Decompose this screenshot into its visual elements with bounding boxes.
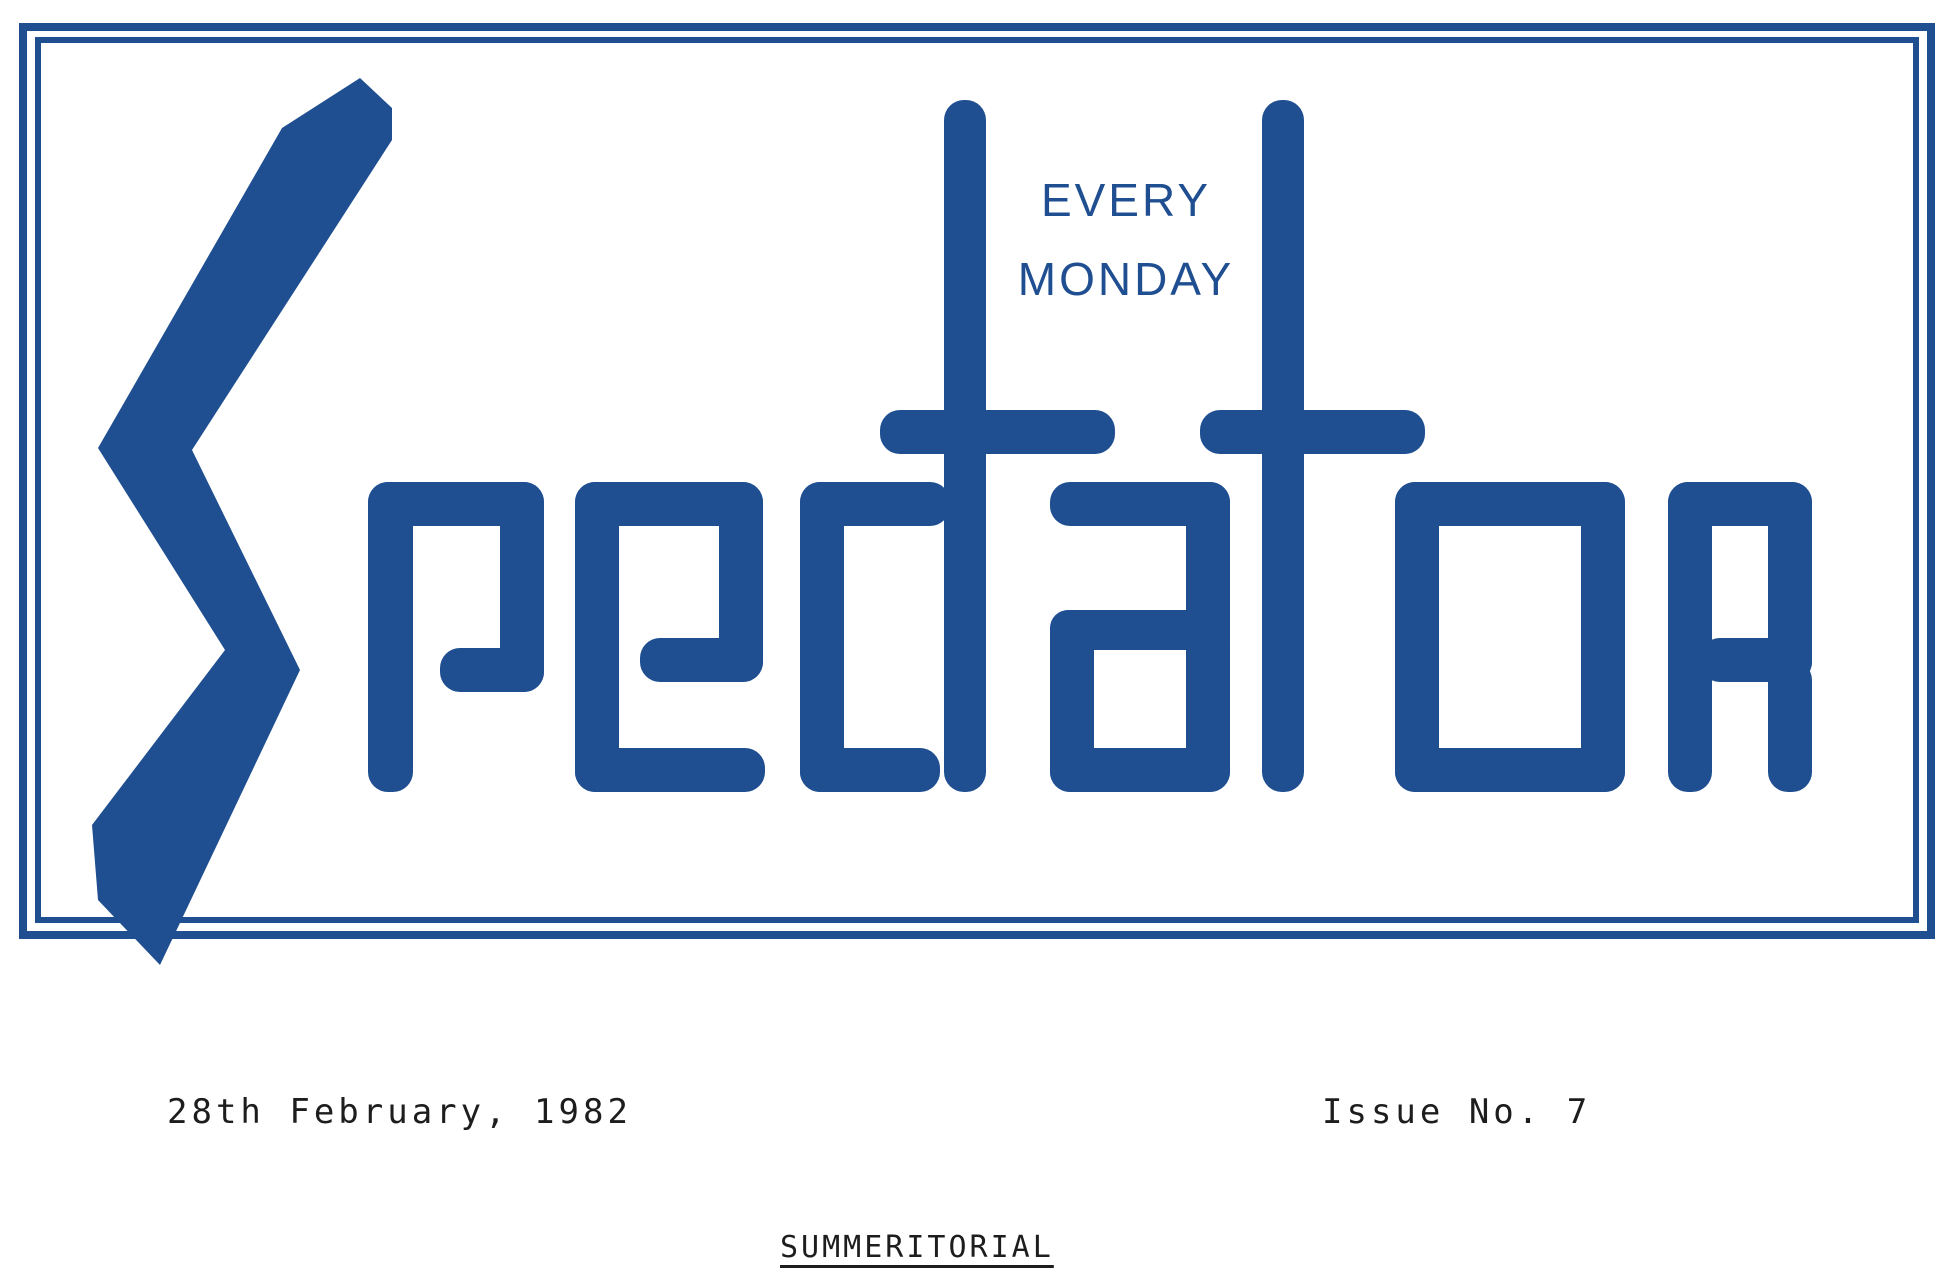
logo-letter-a <box>1050 482 1230 792</box>
issue-date: 28th February, 1982 <box>167 1092 632 1132</box>
tagline-monday: MONDAY <box>1017 253 1235 305</box>
section-heading: SUMMERITORIAL <box>780 1230 1054 1265</box>
logo-letter-p <box>368 482 544 792</box>
logo-letter-c <box>800 482 950 792</box>
logo-letter-t-second <box>1200 100 1425 792</box>
issue-number: Issue No. 7 <box>1322 1092 1592 1132</box>
logo-letter-e <box>575 482 765 792</box>
logo-letter-o <box>1395 482 1625 792</box>
logo-letter-s <box>92 78 392 965</box>
logo-letter-r <box>1668 482 1812 792</box>
tagline-every: EVERY <box>1040 174 1212 226</box>
